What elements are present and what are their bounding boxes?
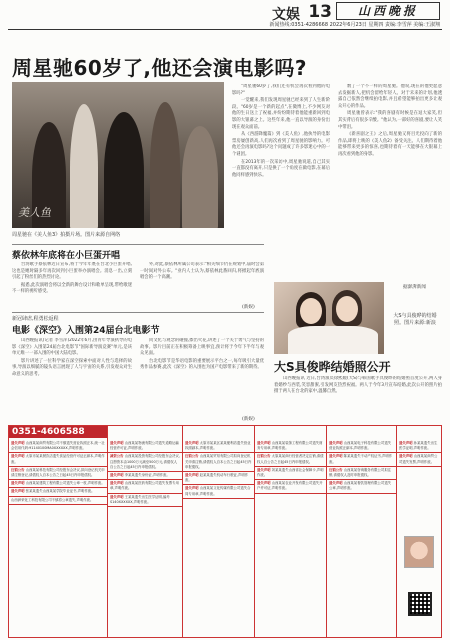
page-number: 13 <box>308 2 332 22</box>
divider <box>12 312 264 313</box>
ad-column-6: 遗失声明 孙某某遗失出生医学证明,声明作废。 遗失声明 山西某某商贸公司遗失发票,声明作废。 <box>397 440 441 636</box>
story3-byline: (新娱) <box>242 417 255 422</box>
ad-column-4: 遗失声明 山西某某装饰工程有限公司遗失财务专用章,声明作废。 注销公告 太原某某商行经营者决定注销,请债权人自公告之日起45日内申报债权。 遗失声明 刘某某遗失山西省社会保障卡,声明作废。 遗失声明 山西某某农业开发有限公司遗失开户许可证,声明作废。 <box>255 440 326 636</box>
ads-hotline: 0351-4606588 <box>9 426 107 438</box>
header-meta: 新闻热线:0351-4286668 2022年6月23日 星期四 责编:李雪萍 美编:王淑翔 <box>269 22 440 28</box>
ad-baby-photo <box>404 536 434 568</box>
lead-photo-caption: 周星驰在《美人鱼3》拍摄片场。图片来源自网络 <box>12 232 121 238</box>
wedding-photo-caption: 大S与具俊晔的结婚照。图片来源:新浪 <box>393 313 437 326</box>
story3-title: 电影《深空》入围第24届台北电影节 <box>12 326 160 336</box>
photo-watermark: 美人鱼 <box>18 206 51 219</box>
wedding-photo <box>274 282 384 354</box>
ad-bottom-company: 山西润荣化工科技有限公司不慎将公章遗失,声明作废。 <box>9 497 107 505</box>
story4-body: 山西晚报讯 近日,台湾演员徐熙媛(大S)与韩国歌手具俊晔的结婚照首度公开,两人身着婚纱与西装,笑容甜蜜,引发网友热烈祝福。两人于今年3月宣布结婚,此次公开的照片拍摄于两人在台北的家中,温馨自然。 <box>274 376 442 395</box>
story2-body-col2: 外,对此,蔡依林所属公司表示:"相关细节仍在规划中,届时会第一时间对外公布。"业内人士认为,蔡依林此番回归,将掀起年底演唱会的一个高潮。 <box>140 262 264 281</box>
page-header <box>0 0 450 30</box>
divider <box>12 244 264 245</box>
story3-body-col2: 同文化与观念的碰撞,擦出火花,讲述了一个关于勇气与坚持的故事。影片目前正在积极筹备上映事宜,预计将于今年下半年与观众见面。 台北电影节是华语电影的重要展示平台之一,每年吸引大量优秀作品参赛,此次《深空》的入围也为国产电影带来了新的期待。 <box>140 338 264 371</box>
ad-column-5: 遗失声明 山西某某电子科技有限公司遗失营业执照正副本,声明作废。 遗失声明 陈某某遗失不动产权证书,声明作废。 注销公告 山西某某咨询服务有限公司拟注销,请债权人及时申报债权。 遗失声明 山西某某餐饮管理有限公司遗失公章,声明作废。 <box>327 440 396 636</box>
story2-byline: (新娱) <box>242 305 255 310</box>
header-rule <box>8 29 442 30</box>
ad-column-1: 遗失声明 山西某某商贸有限公司不慎遗失营业执照正本,统一社会信用代码:91140100MA0XXXXXX,声明作废。 遗失声明 太原市某某餐饮店遗失食品经营许可证正副本,声明作废。 注销公告 山西某某科技有限公司经股东会决议,拟向登记机关申请注销登记,请债权人自本公告之日起45日内申报债权。 遗失声明 山西某某建筑工程有限公司遗失公章一枚,声明作废。 遗失声明 张某某遗失山西某某学院毕业证书,声明作废。 山西润荣化工科技有限公司不慎将公章遗失,声明作废。 <box>9 440 107 636</box>
story4-title: 大S具俊晔结婚照公开 <box>274 360 391 374</box>
lead-body-col1: "周星驰60岁了,我们还有机会再次看到他的电影吗?" 一觉醒来,我们发现周星驰已经来到了人生新阶段。"60岁是一个新的起点",在微博上,不少网友对他的生日送上了祝福,并纷纷期待着他能重新回到电影的大银幕之上。这些年来,他一直以导演的身份出现在观众面前。 从《西游降魔篇》到《美人鱼》,他执导的电影票房屡创新高,人们再次看到了周星驰的影响力。可他还会再演电影吗?这个问题成了许多影迷心中的一个谜团。 在2013年的一次采访中,周星驰说道,自己其实一直都没有离开,只是换了一个角度在做电影,在幕后他同样感到快乐。 <box>232 84 330 178</box>
lead-byline: 据澎湃新闻 <box>403 285 426 290</box>
story3-body-col1: 山西晚报讯(记者 李雪萍)2022年6月,由青年导演执导的电影《深空》入围第24届台北电影节"国际新导演竞赛"单元,是该单元唯一一部入围的中国大陆电影。 影片讲述了一位科学家在深空探索中面对人性与选择的故事,导演以细腻的镜头语言展现了人与宇宙的关系,引发观众对生命意义的思考。 <box>12 338 132 377</box>
section-title: 文娱 <box>272 7 300 23</box>
lead-photo <box>12 82 224 228</box>
ad-column-3: 遗失声明 太原市某某区某某便利店遗失营业执照副本,声明作废。 注销公告 山西某某贸易有限公司拟向登记机关申请注销,请债权人自本公告之日起45日内申报债权。 遗失声明 赵某某遗失机动车行驶证,声明作废。 遗失声明 山西某某文化传媒有限公司遗失合同专用章,声明作废。 <box>183 440 254 636</box>
story3-kicker: 新冠肆虐,程勇松返程 <box>12 316 59 322</box>
newspaper-logo: 山西晚报 <box>336 2 440 20</box>
story2-title: 蔡依林年底将在小巨蛋开唱 <box>12 251 121 261</box>
qr-code-icon <box>408 592 432 616</box>
story2-body-col1: 台湾歌手蔡依林近日宣布,将于今年年底在台北小巨蛋开唱,这也是她时隔多年再次回到小巨蛋举办演唱会。消息一出,立刻引起了粉丝们的热烈讨论。 据悉,此次演唱会将以全新的舞台设计和歌单呈现,带给歌迷不一样的视听感受。 <box>12 262 132 295</box>
ad-column-2: 遗失声明 山西某某物流有限公司遗失道路运输经营许可证,声明作废。 减资公告 山西某某投资有限公司经股东会决议,注册资本由1000万元减至500万元,请债权人自公告之日起45日内申报债权。 遗失声明 李某某遗失身份证,声明作废。 遗失声明 山西某某医药有限公司遗失发票专用章,声明作废。 遗失声明 王某某遗失出生医学证明,编号S140XXXXXX,声明作废。 <box>108 440 182 636</box>
lead-headline: 周星驰60岁了,他还会演电影吗? <box>12 56 308 80</box>
lead-body-col2: 数了一个不一样的周星驰。他说,现在的他更愿意去发掘新人,把机会留给年轻人。对于未来的计划,他透露自己依然会继续拍电影,并且希望能够拍出更多让观众开心的作品。 周星驰曾表示:"我的喜剧有时候是在逗大家笑,但其实背后有很多辛酸。"他认为,一部好的喜剧,要让人笑中带泪。 《新喜剧之王》之后,周星驰又将目光投向了新的作品,即将上映的《美人鱼2》备受关注。人们期待着他能够带来更多的惊喜,也期待着有一天能够在大银幕上再次看到他的身影。 <box>338 84 442 157</box>
